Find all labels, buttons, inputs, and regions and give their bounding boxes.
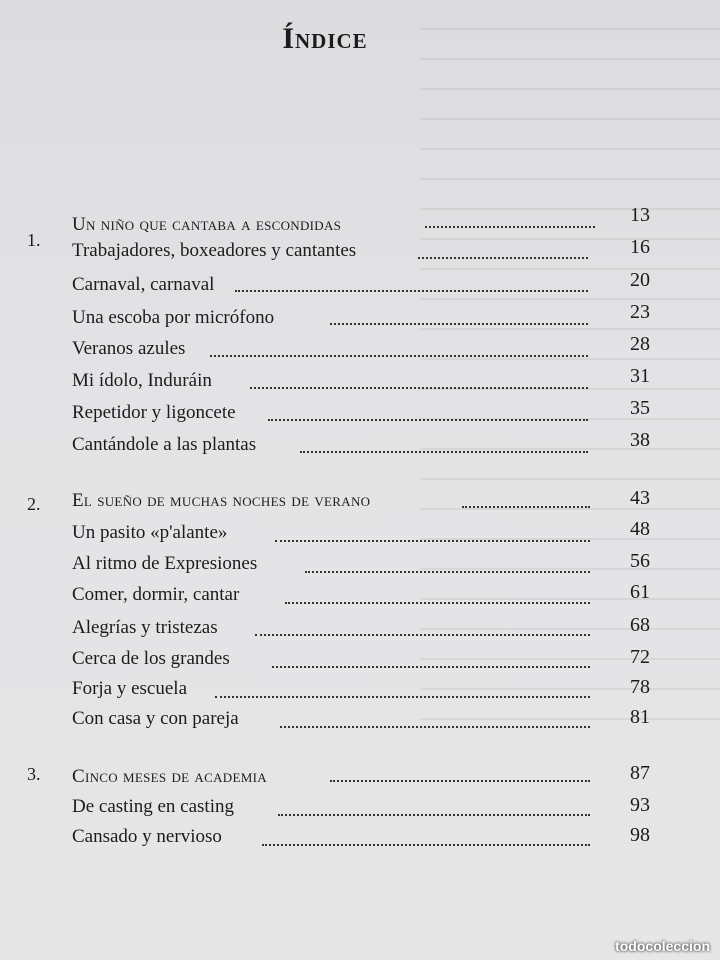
entry-label: De casting en casting [72, 796, 234, 817]
chapter-row [0, 762, 720, 792]
chapter-page: 13 [630, 204, 650, 226]
leader-dots [300, 451, 588, 453]
leader-dots [330, 323, 588, 325]
entry-label: Cerca de los grandes [72, 648, 230, 669]
leader-dots [330, 780, 590, 782]
entry-label: Una escoba por micrófono [72, 307, 275, 328]
chapter-page: 43 [630, 487, 650, 509]
entry-label: Trabajadores, boxeadores y cantantes [72, 240, 357, 261]
entry-label: Repetidor y ligoncete [72, 402, 236, 423]
chapter-title: El sueño de muchas noches de verano [72, 490, 371, 511]
entry-label: Un pasito «p'alante» [72, 522, 228, 543]
entry-page: 98 [630, 824, 650, 846]
entry-label: Alegrías y tristezas [72, 617, 218, 638]
entry-row [0, 705, 720, 735]
leader-dots [215, 696, 590, 698]
entry-label: Con casa y con pareja [72, 708, 239, 729]
entry-row [0, 824, 720, 854]
leader-dots [235, 290, 588, 292]
page-title: Índice [282, 22, 368, 55]
entry-row [0, 297, 720, 327]
entry-label: Carnaval, carnaval [72, 274, 215, 295]
entry-page: 28 [630, 333, 650, 355]
entry-page: 81 [630, 706, 650, 728]
leader-dots [305, 571, 590, 573]
entry-row [0, 362, 720, 392]
entry-row [0, 581, 720, 611]
entry-page: 35 [630, 397, 650, 419]
entry-label: Veranos azules [72, 338, 186, 359]
entry-row [0, 645, 720, 675]
entry-row [0, 426, 720, 456]
leader-dots [462, 506, 590, 508]
watermark-logo: todocoleccion [615, 938, 710, 954]
entry-page: 72 [630, 646, 650, 668]
bleed-through-texture [420, 0, 720, 720]
entry-page: 20 [630, 269, 650, 291]
entry-row [0, 549, 720, 579]
chapter-row [0, 484, 720, 514]
entry-row [0, 264, 720, 294]
entry-row [0, 330, 720, 360]
entry-label: Mi ídolo, Induráin [72, 370, 212, 391]
entry-page: 68 [630, 614, 650, 636]
entry-label: Cantándole a las plantas [72, 434, 257, 455]
chapter-title: Un niño que cantaba a escondidas [72, 214, 342, 235]
chapter-number: 3. [27, 764, 41, 784]
leader-dots [285, 602, 590, 604]
entry-page: 48 [630, 518, 650, 540]
entry-row [0, 675, 720, 705]
leader-dots [425, 226, 595, 228]
entry-row [0, 516, 720, 546]
entry-page: 23 [630, 301, 650, 323]
leader-dots [262, 844, 590, 846]
leader-dots [255, 634, 590, 636]
entry-page: 16 [630, 236, 650, 258]
entry-label: Comer, dormir, cantar [72, 584, 240, 605]
chapter-number: 2. [27, 494, 41, 514]
leader-dots [275, 540, 590, 542]
leader-dots [280, 726, 590, 728]
entry-row [0, 613, 720, 643]
entry-row [0, 794, 720, 824]
entry-page: 61 [630, 581, 650, 603]
leader-dots [272, 666, 590, 668]
entry-page: 78 [630, 676, 650, 698]
leader-dots [250, 387, 588, 389]
entry-label: Forja y escuela [72, 678, 188, 699]
leader-dots [418, 257, 588, 259]
entry-label: Cansado y nervioso [72, 826, 222, 847]
entry-row [0, 232, 720, 262]
chapter-title: Cinco meses de academia [72, 766, 267, 787]
leader-dots [278, 814, 590, 816]
chapter-number: 1. [27, 230, 41, 250]
entry-row [0, 394, 720, 424]
leader-dots [210, 355, 588, 357]
entry-page: 38 [630, 429, 650, 451]
entry-page: 31 [630, 365, 650, 387]
entry-label: Al ritmo de Expresiones [72, 553, 258, 574]
entry-page: 56 [630, 550, 650, 572]
leader-dots [268, 419, 588, 421]
chapter-page: 87 [630, 762, 650, 784]
entry-page: 93 [630, 794, 650, 816]
